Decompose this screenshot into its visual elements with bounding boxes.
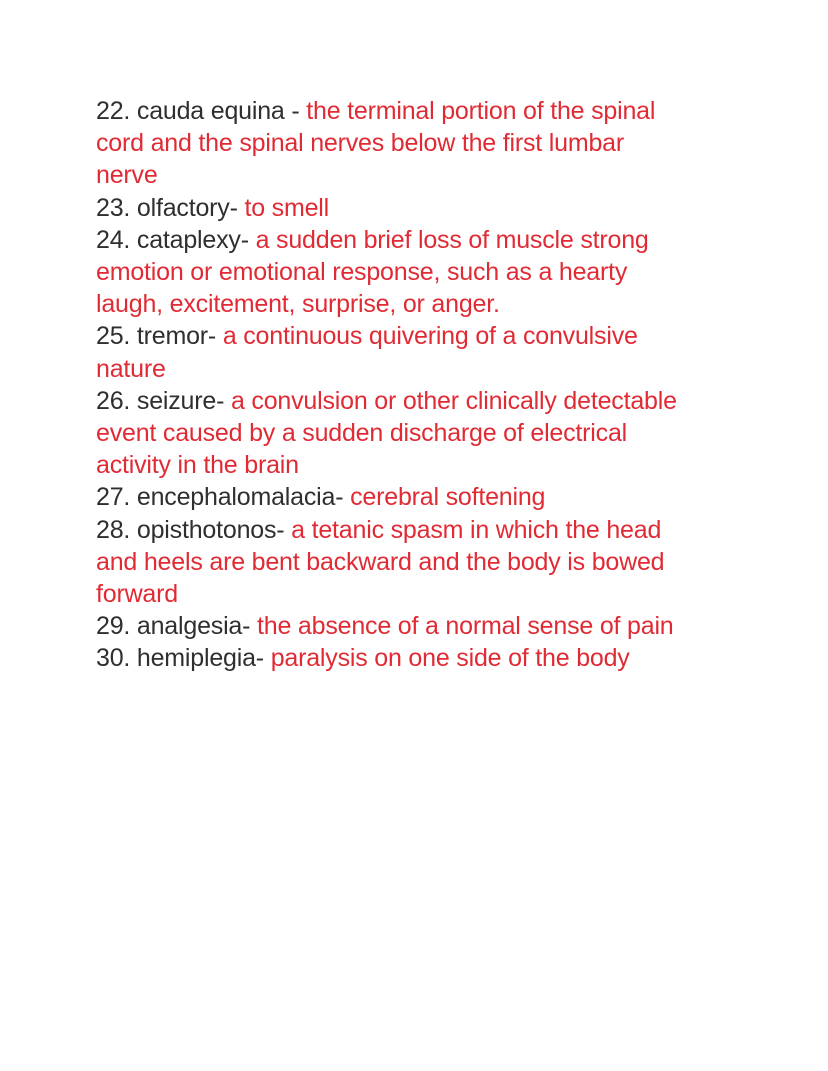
definition-text: the terminal portion of the spinal xyxy=(306,97,656,125)
glossary-line xyxy=(96,449,796,481)
definition-text: emotion or emotional response, such as a hearty xyxy=(96,258,628,287)
glossary-line xyxy=(96,127,796,159)
glossary-line xyxy=(96,353,796,385)
definition-text: a convulsion or other clinically detectable xyxy=(230,386,677,415)
glossary-line xyxy=(96,417,796,449)
definition-text: cerebral softening xyxy=(350,483,546,512)
definition-text: nerve xyxy=(96,161,158,190)
definition-text: to smell xyxy=(244,193,329,222)
glossary-line xyxy=(96,610,796,642)
term-text: 28. opisthotonos- xyxy=(96,515,292,544)
definition-text: event caused by a sudden discharge of electrical xyxy=(96,419,628,448)
glossary-line xyxy=(96,288,796,320)
glossary-line xyxy=(96,385,796,417)
glossary-line xyxy=(96,514,796,546)
definition-text: forward xyxy=(96,580,178,609)
term-text: 26. seizure- xyxy=(96,386,231,415)
term-text: 30. hemiplegia- xyxy=(96,644,271,673)
glossary-line xyxy=(96,642,796,674)
glossary-line xyxy=(96,95,796,127)
glossary-line xyxy=(96,256,796,288)
definition-text: paralysis on one side of the body xyxy=(270,644,630,673)
definition-text: nature xyxy=(96,354,166,383)
definition-text: a sudden brief loss of muscle strong xyxy=(255,225,649,254)
term-text: 22. cauda equina - xyxy=(96,97,307,125)
term-text: 29. analgesia- xyxy=(96,612,258,641)
definition-text: cord and the spinal nerves below the first lumbar xyxy=(96,129,624,158)
glossary-line xyxy=(96,578,796,610)
term-text: 25. tremor- xyxy=(96,322,223,351)
glossary-list xyxy=(96,95,796,675)
definition-text: and heels are bent backward and the body is bowed xyxy=(96,547,665,576)
definition-text: activity in the brain xyxy=(96,451,299,480)
glossary-line xyxy=(96,546,796,578)
glossary-line xyxy=(96,159,796,191)
term-text: 27. encephalomalacia- xyxy=(96,483,351,512)
term-text: 24. cataplexy- xyxy=(96,225,256,254)
definition-text: a tetanic spasm in which the head xyxy=(291,515,662,544)
glossary-line xyxy=(96,320,796,352)
glossary-line xyxy=(96,192,796,224)
glossary-line xyxy=(96,481,796,513)
glossary-line xyxy=(96,224,796,256)
term-text: 23. olfactory- xyxy=(96,193,245,222)
definition-text: laugh, excitement, surprise, or anger. xyxy=(96,290,500,319)
definition-text: the absence of a normal sense of pain xyxy=(257,612,674,641)
definition-text: a continuous quivering of a convulsive xyxy=(222,322,638,351)
